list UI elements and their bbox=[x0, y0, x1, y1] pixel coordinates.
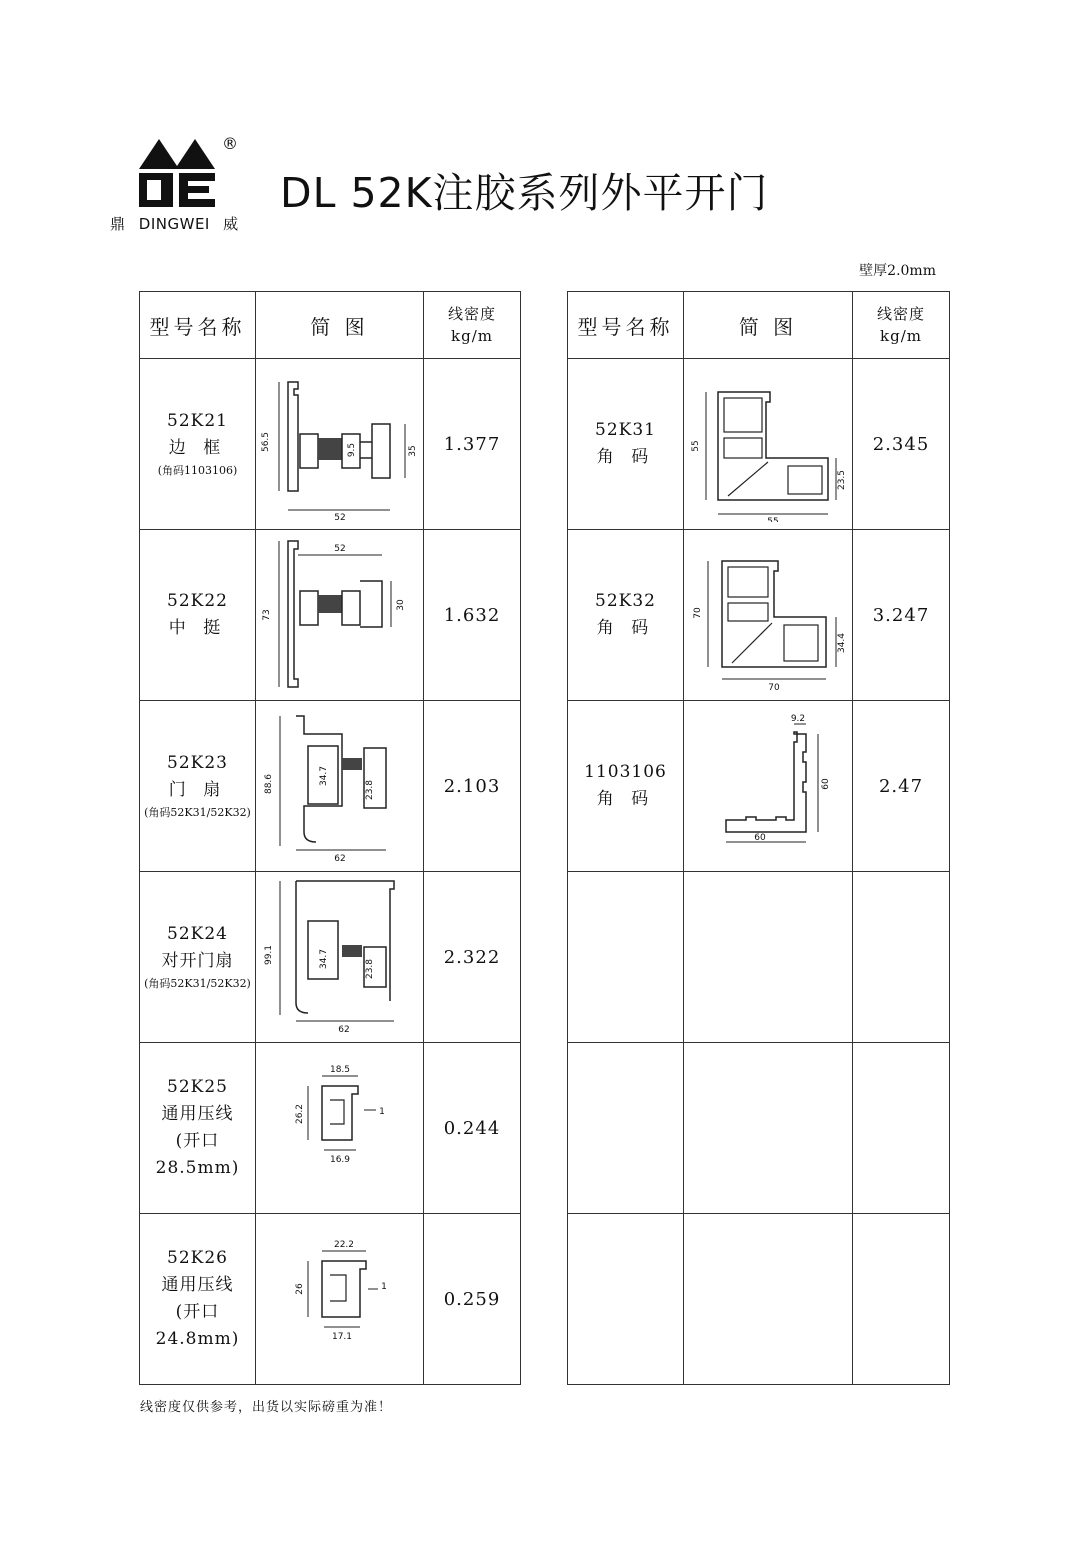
diagram-cell bbox=[684, 872, 853, 1043]
model-name: 通用压线 bbox=[161, 1104, 234, 1124]
table-row bbox=[568, 530, 950, 701]
density-value bbox=[853, 1043, 950, 1214]
model-cell bbox=[568, 530, 684, 701]
model-code: 52K24 bbox=[167, 924, 228, 944]
model-cell bbox=[140, 872, 256, 1043]
model-note: (角码52K31/52K32) bbox=[144, 806, 251, 819]
model-name: 中 挺 bbox=[168, 618, 227, 638]
dim-label: 26 bbox=[294, 1283, 305, 1295]
density-value: 3.247 bbox=[853, 530, 950, 701]
table-header-row bbox=[568, 292, 950, 359]
dim-label: 60 bbox=[754, 833, 766, 843]
header-model: 型号名称 bbox=[568, 292, 684, 359]
model-cell bbox=[140, 530, 256, 701]
dim-label: 56.5 bbox=[260, 431, 271, 453]
dim-label: 17.1 bbox=[331, 1332, 352, 1342]
density-value bbox=[853, 1214, 950, 1385]
model-cell bbox=[140, 359, 256, 530]
profile-drawing bbox=[260, 1217, 420, 1377]
corner-drawing bbox=[688, 704, 848, 864]
model-name: 对开门扇 bbox=[161, 951, 234, 971]
dim-label: 30 bbox=[395, 599, 406, 611]
density-value: 2.47 bbox=[853, 701, 950, 872]
model-note: (开口28.5mm) bbox=[155, 1131, 240, 1178]
dim-label: 26.2 bbox=[294, 1103, 305, 1125]
table-row bbox=[140, 359, 521, 530]
table-row bbox=[140, 1043, 521, 1214]
brand-logo bbox=[135, 135, 219, 211]
model-code: 52K31 bbox=[595, 420, 656, 440]
table-row bbox=[140, 872, 521, 1043]
model-code: 1103106 bbox=[584, 762, 667, 782]
brand-name bbox=[110, 213, 239, 234]
profile-drawing bbox=[260, 1046, 420, 1206]
table-row bbox=[140, 530, 521, 701]
density-value: 2.322 bbox=[424, 872, 521, 1043]
header-density-unit: kg/m bbox=[880, 327, 922, 345]
right-spec-table bbox=[567, 291, 950, 1385]
model-name: 角 码 bbox=[596, 789, 655, 809]
model-cell bbox=[140, 1214, 256, 1385]
dim-label: 55 bbox=[691, 440, 701, 452]
profile-drawing bbox=[260, 875, 420, 1035]
model-cell bbox=[568, 1043, 684, 1214]
dim-label: 9.2 bbox=[790, 714, 806, 724]
table-row bbox=[568, 701, 950, 872]
table-row bbox=[568, 1043, 950, 1214]
model-cell bbox=[140, 701, 256, 872]
dim-label: 16.9 bbox=[329, 1155, 350, 1165]
density-value: 2.345 bbox=[853, 359, 950, 530]
corner-drawing bbox=[688, 533, 848, 693]
diagram-cell bbox=[256, 530, 424, 701]
dim-label: 55 bbox=[767, 517, 779, 522]
footnote: 线密度仅供参考，出货以实际磅重为准！ bbox=[140, 1400, 393, 1415]
table-row bbox=[568, 359, 950, 530]
diagram-cell bbox=[684, 701, 853, 872]
model-name: 门 扇 bbox=[168, 780, 227, 800]
dim-label: 23.8 bbox=[364, 779, 375, 801]
diagram-cell bbox=[684, 530, 853, 701]
density-value: 1.632 bbox=[424, 530, 521, 701]
profile-drawing bbox=[260, 362, 420, 522]
header-model: 型号名称 bbox=[140, 292, 256, 359]
model-code: 52K21 bbox=[167, 411, 228, 431]
density-value: 0.259 bbox=[424, 1214, 521, 1385]
model-note: (角码52K31/52K32) bbox=[144, 977, 251, 990]
brand-cn-right: 威 bbox=[223, 215, 239, 233]
model-note: (开口24.8mm) bbox=[155, 1302, 240, 1349]
diagram-cell bbox=[256, 359, 424, 530]
dim-label: 23.8 bbox=[364, 958, 375, 980]
header-density-label: 线密度 bbox=[447, 305, 496, 323]
table-row bbox=[140, 701, 521, 872]
model-name: 通用压线 bbox=[161, 1275, 234, 1295]
dim-label: 1 bbox=[380, 1282, 387, 1292]
header-density bbox=[853, 292, 950, 359]
diagram-cell bbox=[256, 1214, 424, 1385]
dim-label: 23.5 bbox=[837, 469, 847, 491]
header-density-unit: kg/m bbox=[451, 327, 493, 345]
density-value bbox=[853, 872, 950, 1043]
dim-label: 34.7 bbox=[318, 948, 329, 970]
profile-drawing bbox=[260, 704, 420, 864]
diagram-cell bbox=[684, 1214, 853, 1385]
model-cell bbox=[568, 1214, 684, 1385]
table-row bbox=[140, 1214, 521, 1385]
model-cell bbox=[568, 701, 684, 872]
diagram-cell bbox=[256, 1043, 424, 1214]
registered-mark: ® bbox=[222, 134, 238, 153]
dim-label: 62 bbox=[333, 854, 346, 864]
dim-label: 99.1 bbox=[263, 944, 274, 966]
model-name: 边 框 bbox=[168, 438, 227, 458]
wall-thickness: 壁厚2.0mm bbox=[859, 263, 936, 279]
model-code: 52K23 bbox=[167, 753, 228, 773]
diagram-cell bbox=[256, 872, 424, 1043]
dim-label: 73 bbox=[261, 609, 272, 621]
model-note: (角码1103106) bbox=[157, 464, 238, 477]
diagram-cell bbox=[256, 701, 424, 872]
corner-drawing bbox=[688, 362, 848, 522]
model-cell bbox=[568, 359, 684, 530]
page-title: DL 52K注胶系列外平开门 bbox=[280, 169, 769, 217]
model-code: 52K26 bbox=[167, 1248, 228, 1268]
dim-label: 70 bbox=[768, 683, 780, 693]
model-code: 52K32 bbox=[595, 591, 656, 611]
dim-label: 52 bbox=[333, 544, 346, 554]
dim-label: 34.4 bbox=[837, 632, 847, 654]
brand-cn-left: 鼎 bbox=[110, 215, 126, 233]
profile-drawing bbox=[260, 533, 420, 693]
header-density-label: 线密度 bbox=[876, 305, 925, 323]
dim-label: 88.6 bbox=[263, 773, 274, 795]
table-header-row bbox=[140, 292, 521, 359]
header-diagram: 简 图 bbox=[684, 292, 853, 359]
diagram-cell bbox=[684, 359, 853, 530]
brand-en: DINGWEI bbox=[138, 215, 210, 233]
dim-label: 52 bbox=[333, 513, 346, 522]
table-row bbox=[568, 872, 950, 1043]
dim-label: 35 bbox=[407, 445, 418, 457]
left-spec-table bbox=[139, 291, 521, 1385]
model-code: 52K22 bbox=[167, 591, 228, 611]
dim-label: 1 bbox=[378, 1107, 385, 1117]
header-diagram: 简 图 bbox=[256, 292, 424, 359]
model-name: 角 码 bbox=[596, 447, 655, 467]
header-density bbox=[424, 292, 521, 359]
diagram-cell bbox=[684, 1043, 853, 1214]
model-cell bbox=[568, 872, 684, 1043]
dim-label: 60 bbox=[821, 778, 831, 790]
table-row bbox=[568, 1214, 950, 1385]
dim-label: 70 bbox=[693, 607, 703, 619]
dim-label: 62 bbox=[337, 1025, 350, 1035]
dim-label: 22.2 bbox=[333, 1240, 354, 1250]
dim-label: 18.5 bbox=[329, 1065, 350, 1075]
dim-label: 9.5 bbox=[346, 442, 357, 458]
dim-label: 34.7 bbox=[318, 765, 329, 787]
density-value: 0.244 bbox=[424, 1043, 521, 1214]
model-name: 角 码 bbox=[596, 618, 655, 638]
model-code: 52K25 bbox=[167, 1077, 228, 1097]
model-cell bbox=[140, 1043, 256, 1214]
density-value: 2.103 bbox=[424, 701, 521, 872]
density-value: 1.377 bbox=[424, 359, 521, 530]
